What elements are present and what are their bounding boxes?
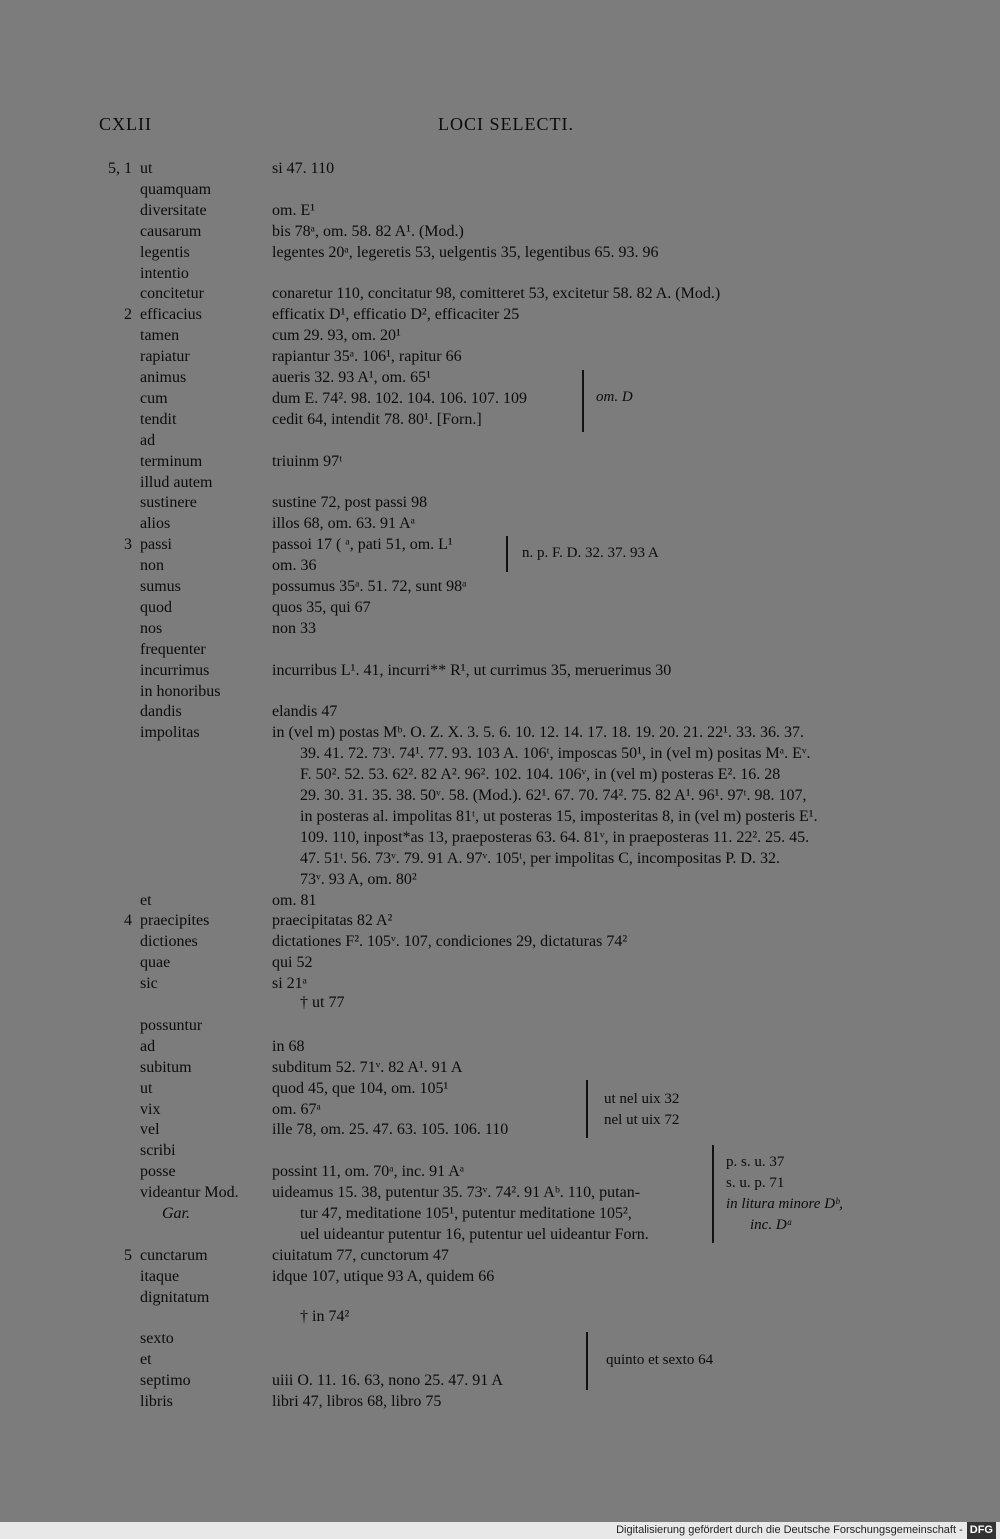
apparatus-row — [0, 660, 1000, 681]
lemma: et — [140, 1351, 152, 1369]
variants: quos 35, qui 67 — [272, 598, 371, 616]
variants: conaretur 110, concitatur 98, comitteret 53, excitetur 58. 82 A. (Mod.) — [272, 285, 721, 303]
lemma: tamen — [140, 327, 180, 345]
lemma: incurrimus — [140, 661, 210, 679]
variants: possint 11, om. 70ᵃ, inc. 91 Aᵃ — [272, 1163, 465, 1181]
variants-continuation: uel uideantur putentur 16, putentur uel uideantur Forn. — [300, 1225, 649, 1243]
variants-continuation: tur 47, meditatione 105¹, putentur meditatione 105², — [300, 1205, 632, 1222]
apparatus-row — [0, 388, 1000, 409]
lemma: ad — [140, 1037, 156, 1055]
lemma: scribi — [140, 1142, 176, 1160]
lemma: illud autem — [140, 473, 213, 491]
brace-note-np: n. p. F. D. 32. 37. 93 A — [522, 545, 659, 561]
brace-note-om-d: om. D — [596, 389, 633, 405]
variants: in 68 — [272, 1037, 305, 1055]
variants: si 47. 110 — [272, 160, 335, 177]
apparatus-row — [0, 1015, 1000, 1036]
brace — [578, 1332, 588, 1390]
apparatus-row — [0, 346, 1000, 367]
lemma: cum — [140, 389, 168, 407]
lemma: septimo — [140, 1372, 191, 1390]
lemma: cunctarum — [140, 1246, 208, 1264]
lemma: sustinere — [140, 494, 197, 512]
lemma: quamquam — [140, 180, 212, 198]
apparatus-row — [0, 639, 1000, 660]
apparatus-row — [0, 1370, 1000, 1391]
line-number: 4 — [124, 912, 132, 930]
page-number: CXLII — [99, 114, 152, 134]
brace — [498, 536, 508, 572]
brace-note-line: in litura minore Dᵇ, — [726, 1196, 843, 1212]
lemma: nos — [140, 619, 163, 637]
apparatus-row — [0, 325, 1000, 346]
page-title: LOCI SELECTI. — [438, 114, 574, 134]
apparatus-row — [0, 1391, 1000, 1412]
line-number: 5 — [124, 1246, 132, 1264]
apparatus-row — [0, 1140, 1000, 1161]
variants-continuation: F. 50². 52. 53. 62². 82 A². 96². 102. 104. 106ᵛ, in (vel m) posteras E². 16. 28 — [300, 766, 781, 784]
variants: dictationes F². 105ᵛ. 107, condiciones 29, dictaturas 74² — [272, 933, 628, 951]
variants: idque 107, utique 93 A, quidem 66 — [272, 1267, 495, 1285]
apparatus-row — [0, 1099, 1000, 1120]
lemma: efficacius — [140, 306, 202, 324]
lemma: Gar. — [162, 1205, 191, 1222]
line-number: 5, 1 — [108, 160, 132, 177]
lemma: dictiones — [140, 933, 198, 951]
brace-note-line: ut nel uix 32 — [604, 1091, 680, 1107]
apparatus-row — [0, 1245, 1000, 1266]
brace-note-line: inc. Dᵃ — [750, 1217, 793, 1233]
apparatus-row — [0, 179, 1000, 200]
variants: quod 45, que 104, om. 105¹ — [272, 1079, 449, 1097]
variants: incurribus L¹. 41, incurri** R¹, ut currimus 35, meruerimus 30 — [272, 661, 672, 679]
lemma: et — [140, 891, 152, 909]
apparatus-row — [0, 1203, 1000, 1224]
variants: libri 47, libros 68, libro 75 — [272, 1393, 442, 1411]
line-number: 3 — [124, 536, 132, 554]
variants: praecipitatas 82 A² — [272, 912, 393, 930]
lemma: concitetur — [140, 285, 204, 303]
lemma: quae — [140, 954, 171, 972]
apparatus-row — [0, 472, 1000, 493]
apparatus-row — [0, 430, 1000, 451]
variants: uiii O. 11. 16. 63, nono 25. 47. 91 A — [272, 1372, 503, 1390]
apparatus-row — [0, 1287, 1000, 1308]
brace — [574, 370, 584, 432]
apparatus-row — [0, 952, 1000, 973]
lemma: impolitas — [140, 724, 200, 742]
lemma: vix — [140, 1100, 161, 1118]
variants: si 21ᵃ — [272, 975, 308, 993]
apparatus-row — [0, 1266, 1000, 1287]
apparatus-row — [0, 1057, 1000, 1078]
variants: om. E¹ — [272, 201, 316, 219]
variants: possumus 35ᵃ. 51. 72, sunt 98ᵃ — [272, 578, 467, 595]
lemma: non — [140, 557, 164, 575]
variants: efficatix D¹, efficatio D², efficaciter 25 — [272, 306, 520, 324]
lemma: subitum — [140, 1058, 192, 1076]
lemma: sumus — [140, 578, 181, 595]
lemma: posse — [140, 1163, 176, 1181]
footer-text: Digitalisierung gefördert durch die Deutsche Forschungsgemeinschaft - — [616, 1524, 963, 1536]
apparatus-row — [0, 890, 1000, 911]
brace-note-quinto: quinto et sexto 64 — [606, 1352, 714, 1368]
variants: uideamus 15. 38, putentur 35. 73ᵛ. 74². 91 Aᵇ. 110, putan- — [272, 1184, 641, 1202]
variants-continuation: in posteras al. impolitas 81ᵗ, ut posteras 15, imposteritas 8, in (vel m) posteris E¹. — [300, 807, 818, 825]
lemma: diversitate — [140, 201, 207, 219]
apparatus-row — [0, 681, 1000, 702]
lemma: sic — [140, 975, 158, 993]
variants: aueris 32. 93 A¹, om. 65¹ — [272, 369, 431, 386]
lemma: rapiatur — [140, 348, 190, 366]
lemma: causarum — [140, 222, 202, 240]
variants: legentes 20ᵃ, legeretis 53, uelgentis 35, legentibus 65. 93. 96 — [272, 243, 659, 261]
variants-continuation: 73ᵛ. 93 A, om. 80² — [300, 870, 417, 888]
dagger-note: † in 74² — [300, 1307, 350, 1325]
apparatus-row — [0, 200, 1000, 221]
brace — [578, 1080, 588, 1138]
apparatus-row — [0, 722, 1000, 743]
lemma: terminum — [140, 452, 203, 470]
variants: illos 68, om. 63. 91 Aᵃ — [272, 515, 416, 533]
lemma: animus — [140, 369, 187, 386]
dfg-logo: DFG — [967, 1522, 996, 1539]
line-number: 2 — [124, 306, 132, 324]
lemma: praecipites — [140, 912, 210, 930]
lemma: legentis — [140, 243, 190, 261]
lemma: frequenter — [140, 640, 206, 658]
variants: rapiantur 35ᵃ. 106¹, rapitur 66 — [272, 348, 462, 366]
apparatus-row — [0, 304, 1000, 325]
apparatus-row — [0, 973, 1000, 994]
footer — [0, 1522, 1000, 1539]
variants: elandis 47 — [272, 703, 338, 721]
variants-continuation: 29. 30. 31. 35. 38. 50ᵛ. 58. (Mod.). 62¹. 67. 70. 74². 75. 82 A¹. 96¹. 97ᵗ. 98. 107, — [300, 787, 807, 804]
lemma: dignitatum — [140, 1288, 210, 1306]
apparatus-row — [0, 492, 1000, 513]
variants: ciuitatum 77, cunctorum 47 — [272, 1246, 449, 1264]
apparatus-row — [0, 1182, 1000, 1203]
apparatus-row — [0, 910, 1000, 931]
variants: om. 36 — [272, 557, 317, 575]
apparatus-row — [0, 1036, 1000, 1057]
lemma: in honoribus — [140, 682, 221, 700]
variants: triuinm 97ᵗ — [272, 452, 343, 470]
variants-continuation: 109. 110, inpost*as 13, praeposteras 63. 64. 81ᵛ, in praeposteras 11. 22². 25. 45. — [300, 828, 810, 846]
variants: sustine 72, post passi 98 — [272, 494, 428, 512]
variants: ille 78, om. 25. 47. 63. 105. 106. 110 — [272, 1121, 509, 1139]
variants-continuation: 47. 51ᵗ. 56. 73ᵛ. 79. 91 A. 97ᵛ. 105ᵗ, per impolitas C, incompositas P. D. 32. — [300, 849, 780, 867]
lemma: quod — [140, 598, 172, 616]
apparatus-row — [0, 1161, 1000, 1182]
variants: om. 67ᵃ — [272, 1100, 321, 1118]
lemma: passi — [140, 536, 172, 554]
variants: cedit 64, intendit 78. 80¹. [Forn.] — [272, 410, 482, 428]
variants: bis 78ᵃ, om. 58. 82 A¹. (Mod.) — [272, 222, 464, 240]
apparatus-row — [0, 701, 1000, 722]
variants-continuation: 39. 41. 72. 73ᵗ. 74¹. 77. 93. 103 A. 106ᵗ, imposcas 50¹, in (vel m) positas Mᵃ. Eᵛ. — [300, 745, 811, 763]
brace-note-line: s. u. p. 71 — [726, 1175, 785, 1191]
apparatus-row — [0, 513, 1000, 534]
dagger-note: † ut 77 — [300, 994, 345, 1011]
brace-note-line: nel ut uix 72 — [604, 1112, 680, 1128]
lemma: ad — [140, 431, 156, 449]
lemma: intentio — [140, 264, 189, 282]
lemma: ut — [140, 1079, 153, 1097]
variants: in (vel m) postas Mᵇ. O. Z. X. 3. 5. 6. 10. 12. 14. 17. 18. 19. 20. 21. 22¹. 33. 36. 37. — [272, 724, 804, 742]
apparatus-row — [0, 158, 1000, 179]
apparatus-row — [0, 618, 1000, 639]
variants: passoi 17 ( ᵃ, pati 51, om. L¹ — [272, 536, 453, 554]
apparatus-row — [0, 576, 1000, 597]
brace — [704, 1145, 714, 1243]
lemma: alios — [140, 515, 171, 533]
lemma: vel — [140, 1121, 160, 1139]
apparatus-row — [0, 931, 1000, 952]
apparatus-row — [0, 1224, 1000, 1245]
lemma: ut — [140, 160, 153, 177]
apparatus-row — [0, 1349, 1000, 1370]
apparatus-row — [0, 1119, 1000, 1140]
lemma: libris — [140, 1393, 173, 1411]
apparatus-row — [0, 1328, 1000, 1349]
apparatus-row — [0, 283, 1000, 304]
apparatus-row — [0, 451, 1000, 472]
variants: subditum 52. 71ᵛ. 82 A¹. 91 A — [272, 1058, 463, 1076]
variants: cum 29. 93, om. 20¹ — [272, 327, 401, 345]
apparatus-row — [0, 367, 1000, 388]
lemma: sexto — [140, 1330, 174, 1348]
variants: om. 81 — [272, 891, 317, 909]
apparatus-row — [0, 221, 1000, 242]
lemma: tendit — [140, 410, 177, 428]
lemma: possuntur — [140, 1016, 203, 1034]
apparatus-row — [0, 597, 1000, 618]
variants: dum E. 74². 98. 102. 104. 106. 107. 109 — [272, 389, 528, 407]
variants: non 33 — [272, 619, 316, 637]
lemma: dandis — [140, 703, 182, 721]
apparatus-row — [0, 409, 1000, 430]
apparatus-row — [0, 242, 1000, 263]
brace-note-line: p. s. u. 37 — [726, 1154, 785, 1170]
lemma: itaque — [140, 1267, 180, 1285]
variants: qui 52 — [272, 954, 313, 972]
apparatus-row — [0, 263, 1000, 284]
lemma: videantur Mod. — [140, 1184, 239, 1202]
apparatus-row — [0, 1078, 1000, 1099]
